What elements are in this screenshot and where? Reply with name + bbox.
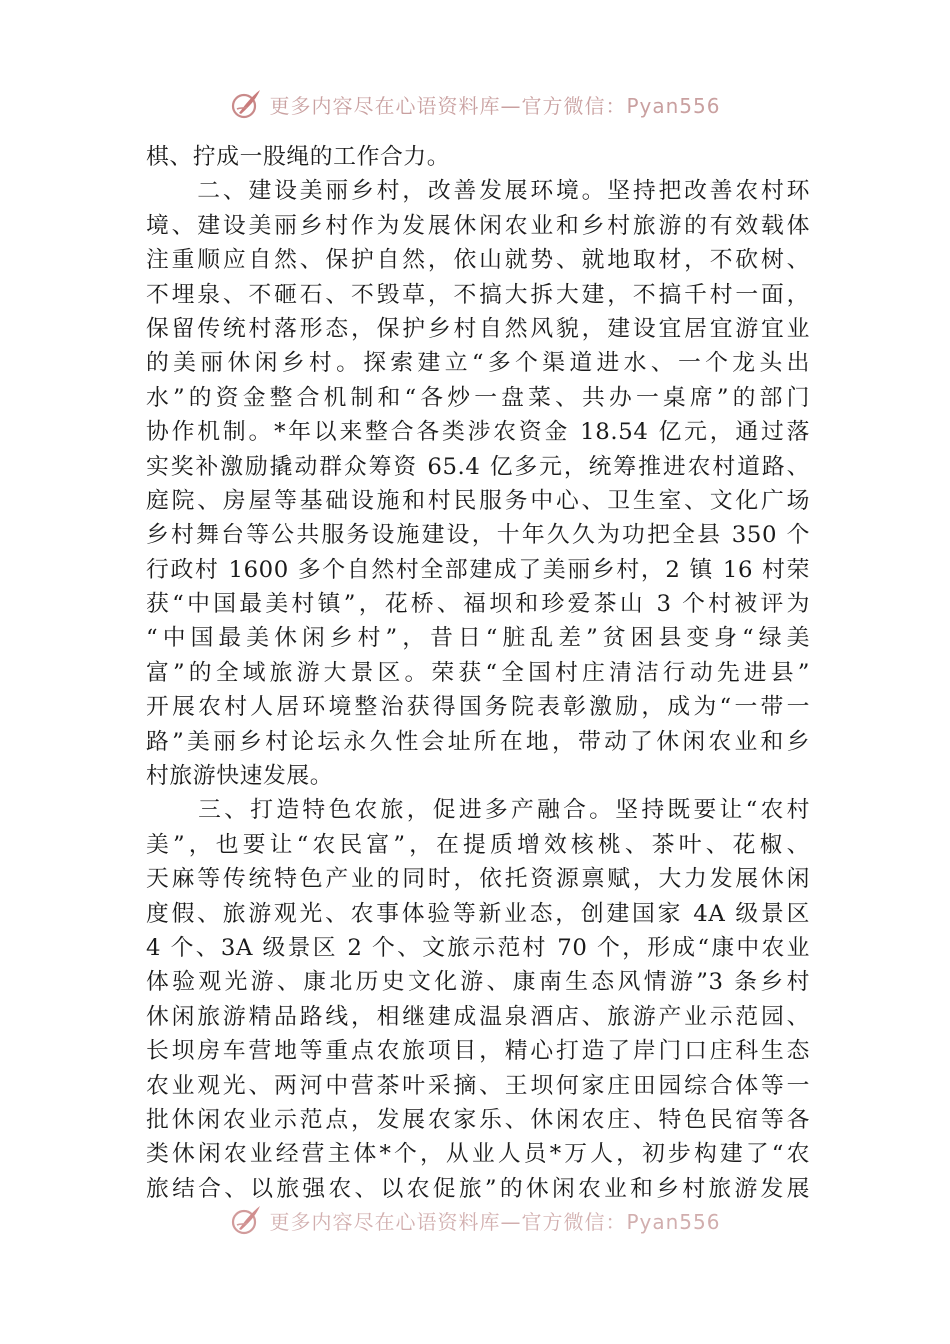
text-line: 度假、旅游观光、农事体验等新业态，创建国家 4A 级景区 [146, 900, 810, 927]
text-line: 休闲旅游精品路线，相继建成温泉酒店、旅游产业示范园、 [146, 1003, 810, 1030]
body-text [146, 140, 810, 1206]
text-line: 庭院、房屋等基础设施和村民服务中心、卫生室、文化广场 [146, 487, 810, 514]
text-line: 棋、拧成一股绳的工作合力。 [146, 144, 451, 170]
text-line: 体验观光游、康北历史文化游、康南生态风情游”3 条乡村 [146, 969, 810, 996]
text-line: 二、建设美丽乡村，改善发展环境。坚持把改善农村环 [146, 178, 810, 205]
quill-logo-icon [229, 1203, 263, 1237]
text-line: 4 个、3A 级景区 2 个、文旅示范村 70 个，形成“康中农业 [146, 934, 810, 961]
text-line: 行政村 1600 多个自然村全部建成了美丽乡村，2 镇 16 村荣 [146, 556, 810, 583]
text-line: 批休闲农业示范点，发展农家乐、休闲农庄、特色民宿等各 [146, 1106, 810, 1133]
text-line: 乡村舞台等公共服务设施建设，十年久久为功把全县 350 个 [146, 522, 810, 549]
text-line: 美”，也要让“农民富”，在提质增效核桃、茶叶、花椒、 [146, 831, 810, 858]
text-line: 路”美丽乡村论坛永久性会址所在地，带动了休闲农业和乡 [146, 728, 810, 755]
watermark-text: 更多内容尽在心语资料库—官方微信：Pyan556 [269, 93, 721, 118]
text-line: 保留传统村落形态，保护乡村自然风貌，建设宜居宜游宜业 [146, 315, 810, 342]
text-line: 农业观光、两河中营茶叶采摘、王坝何家庄田园综合体等一 [146, 1072, 810, 1099]
watermark-text: 更多内容尽在心语资料库—官方微信：Pyan556 [269, 1209, 721, 1234]
text-line: 长坝房车营地等重点农旅项目，精心打造了岸门口庄科生态 [146, 1038, 810, 1065]
footer-watermark [0, 1200, 950, 1240]
text-line: 开展农村人居环境整治获得国务院表彰激励，成为“一带一 [146, 694, 810, 721]
text-line: 注重顺应自然、保护自然，依山就势、就地取材，不砍树、 [146, 247, 810, 274]
text-line: 实奖补激励撬动群众筹资 65.4 亿多元，统筹推进农村道路、 [146, 453, 810, 480]
text-line: 三、打造特色农旅，促进多产融合。坚持既要让“农村 [146, 797, 810, 824]
text-line: 水”的资金整合机制和“各炒一盘菜、共办一桌席”的部门 [146, 384, 810, 411]
text-line: 的美丽休闲乡村。探索建立“多个渠道进水、一个龙头出 [146, 350, 810, 377]
text-line: 旅结合、以旅强农、以农促旅”的休闲农业和乡村旅游发展 [146, 1175, 810, 1202]
text-line: 天麻等传统特色产业的同时，依托资源禀赋，大力发展休闲 [146, 866, 810, 893]
text-line: 获“中国最美村镇”，花桥、福坝和珍爱茶山 3 个村被评为 [146, 591, 810, 618]
text-line: 境、建设美丽乡村作为发展休闲农业和乡村旅游的有效载体 [146, 212, 810, 239]
quill-logo-icon [229, 87, 263, 121]
text-line: 协作机制。*年以来整合各类涉农资金 18.54 亿元，通过落 [146, 419, 810, 446]
text-line: 类休闲农业经营主体*个，从业人员*万人，初步构建了“农 [146, 1141, 810, 1168]
header-watermark [0, 84, 950, 124]
text-line: 不埋泉、不砸石、不毁草，不搞大拆大建，不搞千村一面， [146, 281, 810, 308]
text-line: “中国最美休闲乡村”，昔日“脏乱差”贫困县变身“绿美 [146, 625, 810, 652]
text-line: 富”的全域旅游大景区。荣获“全国村庄清洁行动先进县” [146, 659, 810, 686]
text-line: 村旅游快速发展。 [146, 763, 334, 790]
